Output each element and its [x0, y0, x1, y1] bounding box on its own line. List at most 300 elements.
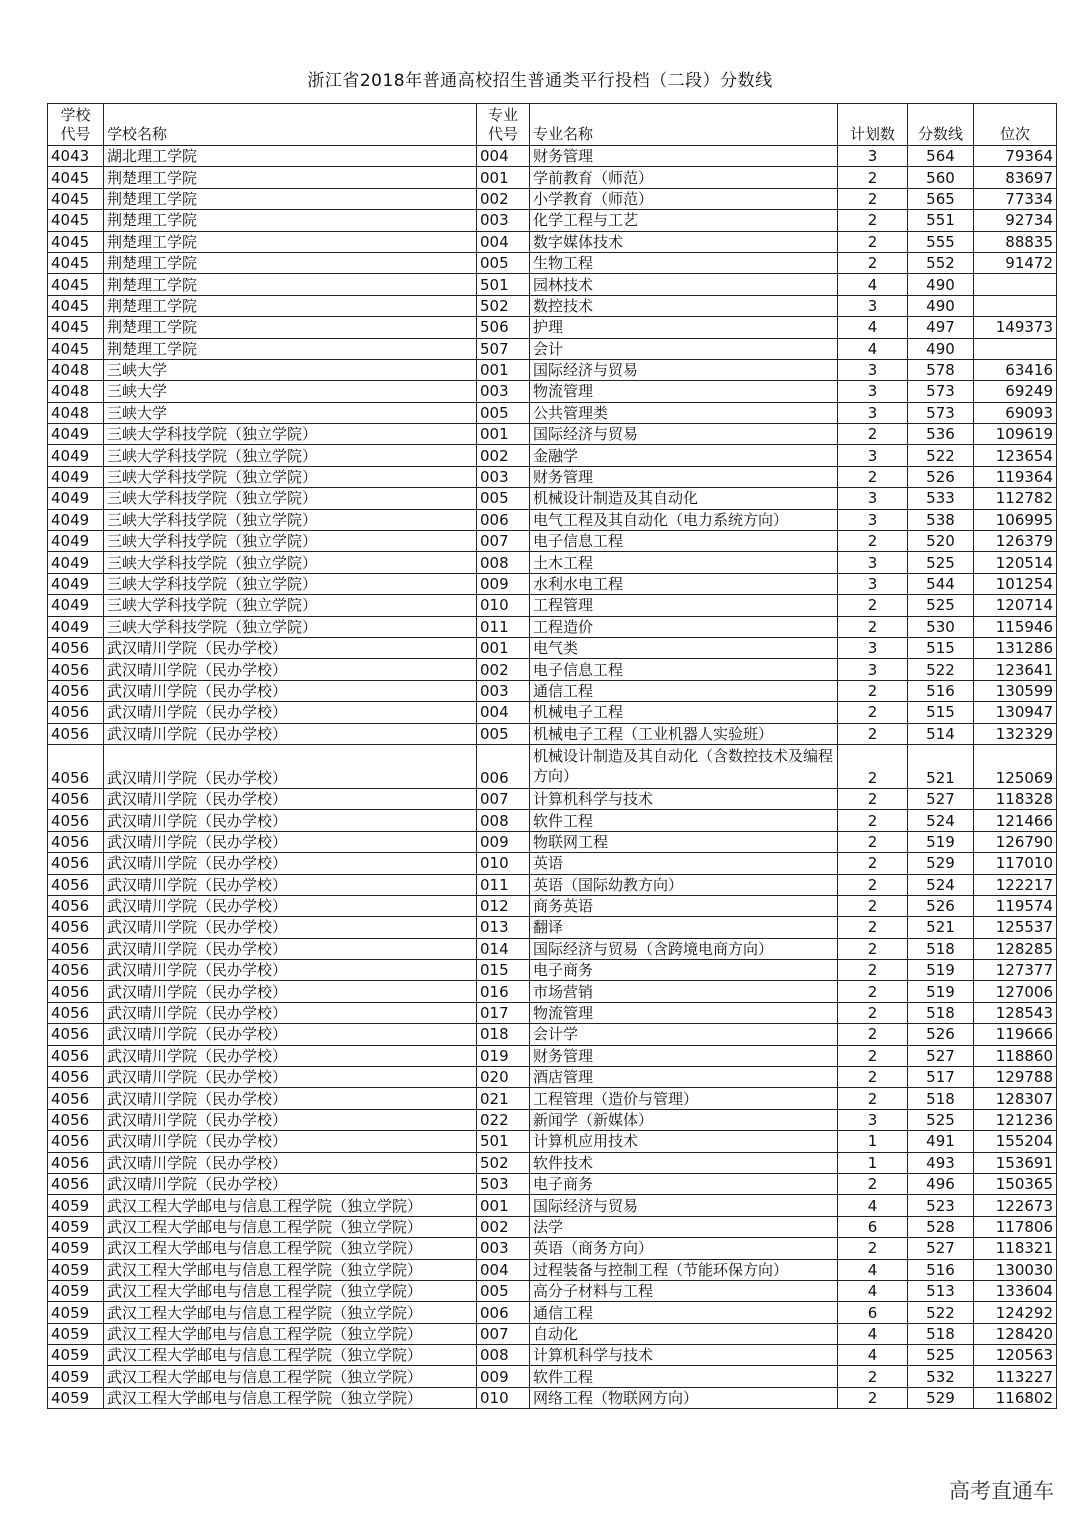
- rank-cell: 125069: [974, 744, 1057, 788]
- school-code-cell: 4059: [48, 1366, 104, 1387]
- header-major-name: 专业名称: [530, 104, 838, 146]
- major-code-cell: 003: [477, 680, 530, 701]
- plan-cell: 4: [838, 1195, 908, 1216]
- school-name-cell: 武汉晴川学院（民办学校）: [104, 853, 477, 874]
- score-cell: 519: [908, 981, 974, 1002]
- rank-cell: 125537: [974, 917, 1057, 938]
- header-school-name: 学校名称: [104, 104, 477, 146]
- plan-cell: 2: [838, 917, 908, 938]
- school-code-cell: 4056: [48, 981, 104, 1002]
- major-code-cell: 012: [477, 895, 530, 916]
- major-name-cell: 机械电子工程（工业机器人实验班）: [530, 723, 838, 744]
- score-cell: 573: [908, 381, 974, 402]
- school-code-cell: 4045: [48, 317, 104, 338]
- rank-cell: 119574: [974, 895, 1057, 916]
- major-code-cell: 003: [477, 381, 530, 402]
- major-code-cell: 008: [477, 1345, 530, 1366]
- school-code-cell: 4056: [48, 1024, 104, 1045]
- major-name-cell: 计算机科学与技术: [530, 788, 838, 809]
- plan-cell: 3: [838, 381, 908, 402]
- score-cell: 522: [908, 659, 974, 680]
- rank-cell: 63416: [974, 359, 1057, 380]
- school-name-cell: 武汉晴川学院（民办学校）: [104, 831, 477, 852]
- plan-cell: 2: [838, 424, 908, 445]
- school-code-cell: 4049: [48, 595, 104, 616]
- plan-cell: 3: [838, 295, 908, 316]
- score-cell: 524: [908, 810, 974, 831]
- plan-cell: 3: [838, 659, 908, 680]
- score-cell: 516: [908, 680, 974, 701]
- plan-cell: 2: [838, 1387, 908, 1408]
- school-name-cell: 武汉晴川学院（民办学校）: [104, 723, 477, 744]
- major-code-cell: 008: [477, 552, 530, 573]
- school-name-cell: 武汉工程大学邮电与信息工程学院（独立学院）: [104, 1259, 477, 1280]
- major-code-cell: 001: [477, 359, 530, 380]
- school-name-cell: 武汉晴川学院（民办学校）: [104, 744, 477, 788]
- header-rank: 位次: [974, 104, 1057, 146]
- rank-cell: 69249: [974, 381, 1057, 402]
- plan-cell: 2: [838, 810, 908, 831]
- score-cell: 529: [908, 1387, 974, 1408]
- major-code-cell: 004: [477, 1259, 530, 1280]
- major-code-cell: 015: [477, 960, 530, 981]
- school-name-cell: 三峡大学科技学院（独立学院）: [104, 466, 477, 487]
- rank-cell: 128285: [974, 938, 1057, 959]
- score-cell: 517: [908, 1067, 974, 1088]
- major-name-cell: 高分子材料与工程: [530, 1280, 838, 1301]
- school-name-cell: 武汉晴川学院（民办学校）: [104, 1067, 477, 1088]
- school-name-cell: 三峡大学科技学院（独立学院）: [104, 595, 477, 616]
- rank-cell: 117806: [974, 1216, 1057, 1237]
- score-cell: 538: [908, 509, 974, 530]
- major-name-cell: 金融学: [530, 445, 838, 466]
- plan-cell: 2: [838, 167, 908, 188]
- major-name-cell: 电子信息工程: [530, 659, 838, 680]
- school-name-cell: 武汉晴川学院（民办学校）: [104, 788, 477, 809]
- table-row: [48, 1345, 1057, 1366]
- school-code-cell: 4059: [48, 1238, 104, 1259]
- table-row: [48, 531, 1057, 552]
- rank-cell: 149373: [974, 317, 1057, 338]
- table-row: [48, 424, 1057, 445]
- table-row: [48, 295, 1057, 316]
- school-code-cell: 4056: [48, 1088, 104, 1109]
- score-cell: 532: [908, 1366, 974, 1387]
- major-code-cell: 008: [477, 810, 530, 831]
- major-code-cell: 010: [477, 595, 530, 616]
- major-name-cell: 市场营销: [530, 981, 838, 1002]
- table-row: [48, 488, 1057, 509]
- major-code-cell: 501: [477, 274, 530, 295]
- score-cell: 526: [908, 1024, 974, 1045]
- score-cell: 524: [908, 874, 974, 895]
- score-cell: 522: [908, 1302, 974, 1323]
- major-code-cell: 005: [477, 488, 530, 509]
- rank-cell: 77334: [974, 188, 1057, 209]
- major-code-cell: 006: [477, 744, 530, 788]
- table-row: [48, 1173, 1057, 1194]
- major-name-cell: 英语（商务方向）: [530, 1238, 838, 1259]
- rank-cell: 127006: [974, 981, 1057, 1002]
- school-code-cell: 4056: [48, 853, 104, 874]
- plan-cell: 3: [838, 445, 908, 466]
- score-cell: 514: [908, 723, 974, 744]
- plan-cell: 2: [838, 702, 908, 723]
- rank-cell: 88835: [974, 231, 1057, 252]
- school-name-cell: 三峡大学科技学院（独立学院）: [104, 509, 477, 530]
- score-cell: 526: [908, 895, 974, 916]
- school-name-cell: 武汉晴川学院（民办学校）: [104, 1002, 477, 1023]
- rank-cell: 130947: [974, 702, 1057, 723]
- plan-cell: 2: [838, 616, 908, 637]
- rank-cell: 128543: [974, 1002, 1057, 1023]
- plan-cell: 2: [838, 680, 908, 701]
- table-row: [48, 659, 1057, 680]
- school-name-cell: 武汉晴川学院（民办学校）: [104, 1152, 477, 1173]
- plan-cell: 2: [838, 1067, 908, 1088]
- table-row: [48, 938, 1057, 959]
- rank-cell: 83697: [974, 167, 1057, 188]
- rank-cell: 121236: [974, 1109, 1057, 1130]
- score-cell: 560: [908, 167, 974, 188]
- score-cell: 513: [908, 1280, 974, 1301]
- table-row: [48, 723, 1057, 744]
- plan-cell: 2: [838, 960, 908, 981]
- major-name-cell: 护理: [530, 317, 838, 338]
- table-row: [48, 402, 1057, 423]
- school-name-cell: 荆楚理工学院: [104, 295, 477, 316]
- school-name-cell: 三峡大学科技学院（独立学院）: [104, 445, 477, 466]
- major-name-cell: 计算机应用技术: [530, 1131, 838, 1152]
- major-name-cell: 数控技术: [530, 295, 838, 316]
- table-row: [48, 1067, 1057, 1088]
- plan-cell: 3: [838, 573, 908, 594]
- school-name-cell: 武汉晴川学院（民办学校）: [104, 960, 477, 981]
- score-cell: 522: [908, 445, 974, 466]
- major-name-cell: 电子信息工程: [530, 531, 838, 552]
- score-cell: 521: [908, 917, 974, 938]
- rank-cell: 132329: [974, 723, 1057, 744]
- rank-cell: [974, 338, 1057, 359]
- school-name-cell: 荆楚理工学院: [104, 210, 477, 231]
- school-code-cell: 4056: [48, 1067, 104, 1088]
- major-name-cell: 工程管理: [530, 595, 838, 616]
- major-name-cell: 酒店管理: [530, 1067, 838, 1088]
- school-code-cell: 4056: [48, 874, 104, 895]
- rank-cell: 92734: [974, 210, 1057, 231]
- table-row: [48, 895, 1057, 916]
- major-name-cell: 财务管理: [530, 466, 838, 487]
- major-name-cell: 财务管理: [530, 1045, 838, 1066]
- table-row: [48, 1002, 1057, 1023]
- school-code-cell: 4045: [48, 338, 104, 359]
- table-row: [48, 702, 1057, 723]
- school-code-cell: 4056: [48, 1131, 104, 1152]
- plan-cell: 2: [838, 1088, 908, 1109]
- major-name-cell: 软件技术: [530, 1152, 838, 1173]
- school-code-cell: 4059: [48, 1302, 104, 1323]
- score-cell: 518: [908, 1323, 974, 1344]
- rank-cell: 79364: [974, 146, 1057, 167]
- rank-cell: 117010: [974, 853, 1057, 874]
- school-name-cell: 三峡大学科技学院（独立学院）: [104, 531, 477, 552]
- table-row: [48, 338, 1057, 359]
- major-code-cell: 002: [477, 445, 530, 466]
- school-code-cell: 4056: [48, 1152, 104, 1173]
- table-row: [48, 1088, 1057, 1109]
- rank-cell: 101254: [974, 573, 1057, 594]
- score-cell: 497: [908, 317, 974, 338]
- school-code-cell: 4049: [48, 466, 104, 487]
- plan-cell: 2: [838, 1002, 908, 1023]
- school-code-cell: 4045: [48, 295, 104, 316]
- school-name-cell: 三峡大学科技学院（独立学院）: [104, 424, 477, 445]
- school-code-cell: 4056: [48, 723, 104, 744]
- score-cell: 515: [908, 702, 974, 723]
- major-code-cell: 001: [477, 424, 530, 445]
- table-row: [48, 359, 1057, 380]
- major-code-cell: 005: [477, 723, 530, 744]
- school-code-cell: 4056: [48, 895, 104, 916]
- school-name-cell: 武汉工程大学邮电与信息工程学院（独立学院）: [104, 1302, 477, 1323]
- major-code-cell: 502: [477, 1152, 530, 1173]
- major-code-cell: 009: [477, 1366, 530, 1387]
- score-cell: 525: [908, 1109, 974, 1130]
- major-name-cell: 机械电子工程: [530, 702, 838, 723]
- major-name-cell: 会计学: [530, 1024, 838, 1045]
- school-name-cell: 三峡大学科技学院（独立学院）: [104, 573, 477, 594]
- major-code-cell: 001: [477, 1195, 530, 1216]
- table-row: [48, 744, 1057, 788]
- major-code-cell: 017: [477, 1002, 530, 1023]
- table-row: [48, 252, 1057, 273]
- school-name-cell: 三峡大学: [104, 402, 477, 423]
- school-code-cell: 4056: [48, 1002, 104, 1023]
- rank-cell: [974, 295, 1057, 316]
- school-code-cell: 4056: [48, 788, 104, 809]
- rank-cell: 118328: [974, 788, 1057, 809]
- table-row: [48, 445, 1057, 466]
- school-name-cell: 武汉工程大学邮电与信息工程学院（独立学院）: [104, 1387, 477, 1408]
- school-code-cell: 4056: [48, 831, 104, 852]
- plan-cell: 6: [838, 1216, 908, 1237]
- table-row: [48, 1259, 1057, 1280]
- school-code-cell: 4059: [48, 1387, 104, 1408]
- school-name-cell: 武汉晴川学院（民办学校）: [104, 810, 477, 831]
- school-code-cell: 4056: [48, 637, 104, 658]
- major-code-cell: 009: [477, 831, 530, 852]
- table-row: [48, 874, 1057, 895]
- plan-cell: 2: [838, 531, 908, 552]
- plan-cell: 2: [838, 938, 908, 959]
- major-code-cell: 011: [477, 874, 530, 895]
- table-row: [48, 831, 1057, 852]
- table-row: [48, 188, 1057, 209]
- rank-cell: 118860: [974, 1045, 1057, 1066]
- school-code-cell: 4049: [48, 552, 104, 573]
- plan-cell: 4: [838, 1345, 908, 1366]
- score-cell: 518: [908, 1088, 974, 1109]
- school-code-cell: 4059: [48, 1259, 104, 1280]
- score-cell: 536: [908, 424, 974, 445]
- major-name-cell: 通信工程: [530, 1302, 838, 1323]
- school-name-cell: 武汉晴川学院（民办学校）: [104, 680, 477, 701]
- school-code-cell: 4049: [48, 509, 104, 530]
- school-name-cell: 三峡大学: [104, 359, 477, 380]
- school-code-cell: 4056: [48, 1173, 104, 1194]
- score-cell: 526: [908, 466, 974, 487]
- major-name-cell: 机械设计制造及其自动化: [530, 488, 838, 509]
- major-code-cell: 002: [477, 1216, 530, 1237]
- rank-cell: 113227: [974, 1366, 1057, 1387]
- score-cell: 527: [908, 1045, 974, 1066]
- rank-cell: 122673: [974, 1195, 1057, 1216]
- plan-cell: 4: [838, 1323, 908, 1344]
- score-cell: 533: [908, 488, 974, 509]
- table-row: [48, 1280, 1057, 1301]
- plan-cell: 4: [838, 317, 908, 338]
- major-code-cell: 002: [477, 188, 530, 209]
- header-major-code: 专业 代号: [477, 104, 530, 146]
- major-code-cell: 019: [477, 1045, 530, 1066]
- school-code-cell: 4048: [48, 402, 104, 423]
- school-code-cell: 4049: [48, 424, 104, 445]
- table-row: [48, 1109, 1057, 1130]
- score-cell: 551: [908, 210, 974, 231]
- school-code-cell: 4059: [48, 1280, 104, 1301]
- major-name-cell: 物流管理: [530, 1002, 838, 1023]
- rank-cell: 155204: [974, 1131, 1057, 1152]
- rank-cell: 120563: [974, 1345, 1057, 1366]
- plan-cell: 3: [838, 509, 908, 530]
- header-score: 分数线: [908, 104, 974, 146]
- school-name-cell: 武汉晴川学院（民办学校）: [104, 874, 477, 895]
- score-cell: 493: [908, 1152, 974, 1173]
- school-code-cell: 4059: [48, 1216, 104, 1237]
- school-code-cell: 4056: [48, 702, 104, 723]
- plan-cell: 3: [838, 359, 908, 380]
- rank-cell: [974, 274, 1057, 295]
- plan-cell: 2: [838, 744, 908, 788]
- major-name-cell: 国际经济与贸易: [530, 1195, 838, 1216]
- table-row: [48, 274, 1057, 295]
- plan-cell: 1: [838, 1152, 908, 1173]
- score-cell: 521: [908, 744, 974, 788]
- major-code-cell: 010: [477, 1387, 530, 1408]
- major-name-cell: 工程造价: [530, 616, 838, 637]
- score-cell: 490: [908, 274, 974, 295]
- plan-cell: 4: [838, 274, 908, 295]
- major-name-cell: 工程管理（造价与管理）: [530, 1088, 838, 1109]
- major-name-cell: 财务管理: [530, 146, 838, 167]
- school-code-cell: 4056: [48, 744, 104, 788]
- rank-cell: 109619: [974, 424, 1057, 445]
- table-row: [48, 810, 1057, 831]
- school-name-cell: 武汉工程大学邮电与信息工程学院（独立学院）: [104, 1216, 477, 1237]
- major-code-cell: 503: [477, 1173, 530, 1194]
- major-code-cell: 020: [477, 1067, 530, 1088]
- table-row: [48, 960, 1057, 981]
- school-code-cell: 4049: [48, 616, 104, 637]
- school-code-cell: 4059: [48, 1323, 104, 1344]
- school-name-cell: 三峡大学科技学院（独立学院）: [104, 488, 477, 509]
- major-name-cell: 过程装备与控制工程（节能环保方向）: [530, 1259, 838, 1280]
- table-row: [48, 231, 1057, 252]
- table-row: [48, 1323, 1057, 1344]
- major-name-cell: 网络工程（物联网方向）: [530, 1387, 838, 1408]
- school-name-cell: 武汉工程大学邮电与信息工程学院（独立学院）: [104, 1323, 477, 1344]
- plan-cell: 2: [838, 1045, 908, 1066]
- rank-cell: 120514: [974, 552, 1057, 573]
- plan-cell: 2: [838, 853, 908, 874]
- plan-cell: 2: [838, 981, 908, 1002]
- major-code-cell: 010: [477, 853, 530, 874]
- rank-cell: 128307: [974, 1088, 1057, 1109]
- school-code-cell: 4049: [48, 573, 104, 594]
- major-name-cell: 国际经济与贸易: [530, 424, 838, 445]
- major-code-cell: 006: [477, 1302, 530, 1323]
- plan-cell: 4: [838, 1259, 908, 1280]
- rank-cell: 153691: [974, 1152, 1057, 1173]
- major-name-cell: 小学教育（师范）: [530, 188, 838, 209]
- watermark: 高考直通车: [949, 1479, 1054, 1503]
- score-cell: 552: [908, 252, 974, 273]
- score-cell: 529: [908, 853, 974, 874]
- rank-cell: 112782: [974, 488, 1057, 509]
- major-name-cell: 物流管理: [530, 381, 838, 402]
- table-row: [48, 552, 1057, 573]
- major-code-cell: 022: [477, 1109, 530, 1130]
- school-name-cell: 武汉晴川学院（民办学校）: [104, 1109, 477, 1130]
- plan-cell: 2: [838, 723, 908, 744]
- school-code-cell: 4048: [48, 381, 104, 402]
- school-name-cell: 武汉工程大学邮电与信息工程学院（独立学院）: [104, 1280, 477, 1301]
- rank-cell: 106995: [974, 509, 1057, 530]
- plan-cell: 1: [838, 1131, 908, 1152]
- table-row: [48, 1216, 1057, 1237]
- table-row: [48, 210, 1057, 231]
- major-code-cell: 001: [477, 637, 530, 658]
- plan-cell: 2: [838, 1238, 908, 1259]
- table-row: [48, 1238, 1057, 1259]
- major-name-cell: 电气类: [530, 637, 838, 658]
- school-name-cell: 荆楚理工学院: [104, 252, 477, 273]
- table-row: [48, 788, 1057, 809]
- rank-cell: 119364: [974, 466, 1057, 487]
- plan-cell: 3: [838, 552, 908, 573]
- score-cell: 490: [908, 338, 974, 359]
- table-row: [48, 853, 1057, 874]
- major-name-cell: 土木工程: [530, 552, 838, 573]
- major-name-cell: 园林技术: [530, 274, 838, 295]
- table-row: [48, 317, 1057, 338]
- school-name-cell: 湖北理工学院: [104, 146, 477, 167]
- major-code-cell: 005: [477, 1280, 530, 1301]
- school-code-cell: 4056: [48, 938, 104, 959]
- major-code-cell: 502: [477, 295, 530, 316]
- school-name-cell: 武汉工程大学邮电与信息工程学院（独立学院）: [104, 1238, 477, 1259]
- major-name-cell: 数字媒体技术: [530, 231, 838, 252]
- school-name-cell: 武汉晴川学院（民办学校）: [104, 1024, 477, 1045]
- rank-cell: 130599: [974, 680, 1057, 701]
- major-code-cell: 006: [477, 509, 530, 530]
- school-code-cell: 4049: [48, 445, 104, 466]
- major-name-cell: 计算机科学与技术: [530, 1345, 838, 1366]
- table-row: [48, 616, 1057, 637]
- table-row: [48, 1387, 1057, 1408]
- major-code-cell: 004: [477, 702, 530, 723]
- header-plan: 计划数: [838, 104, 908, 146]
